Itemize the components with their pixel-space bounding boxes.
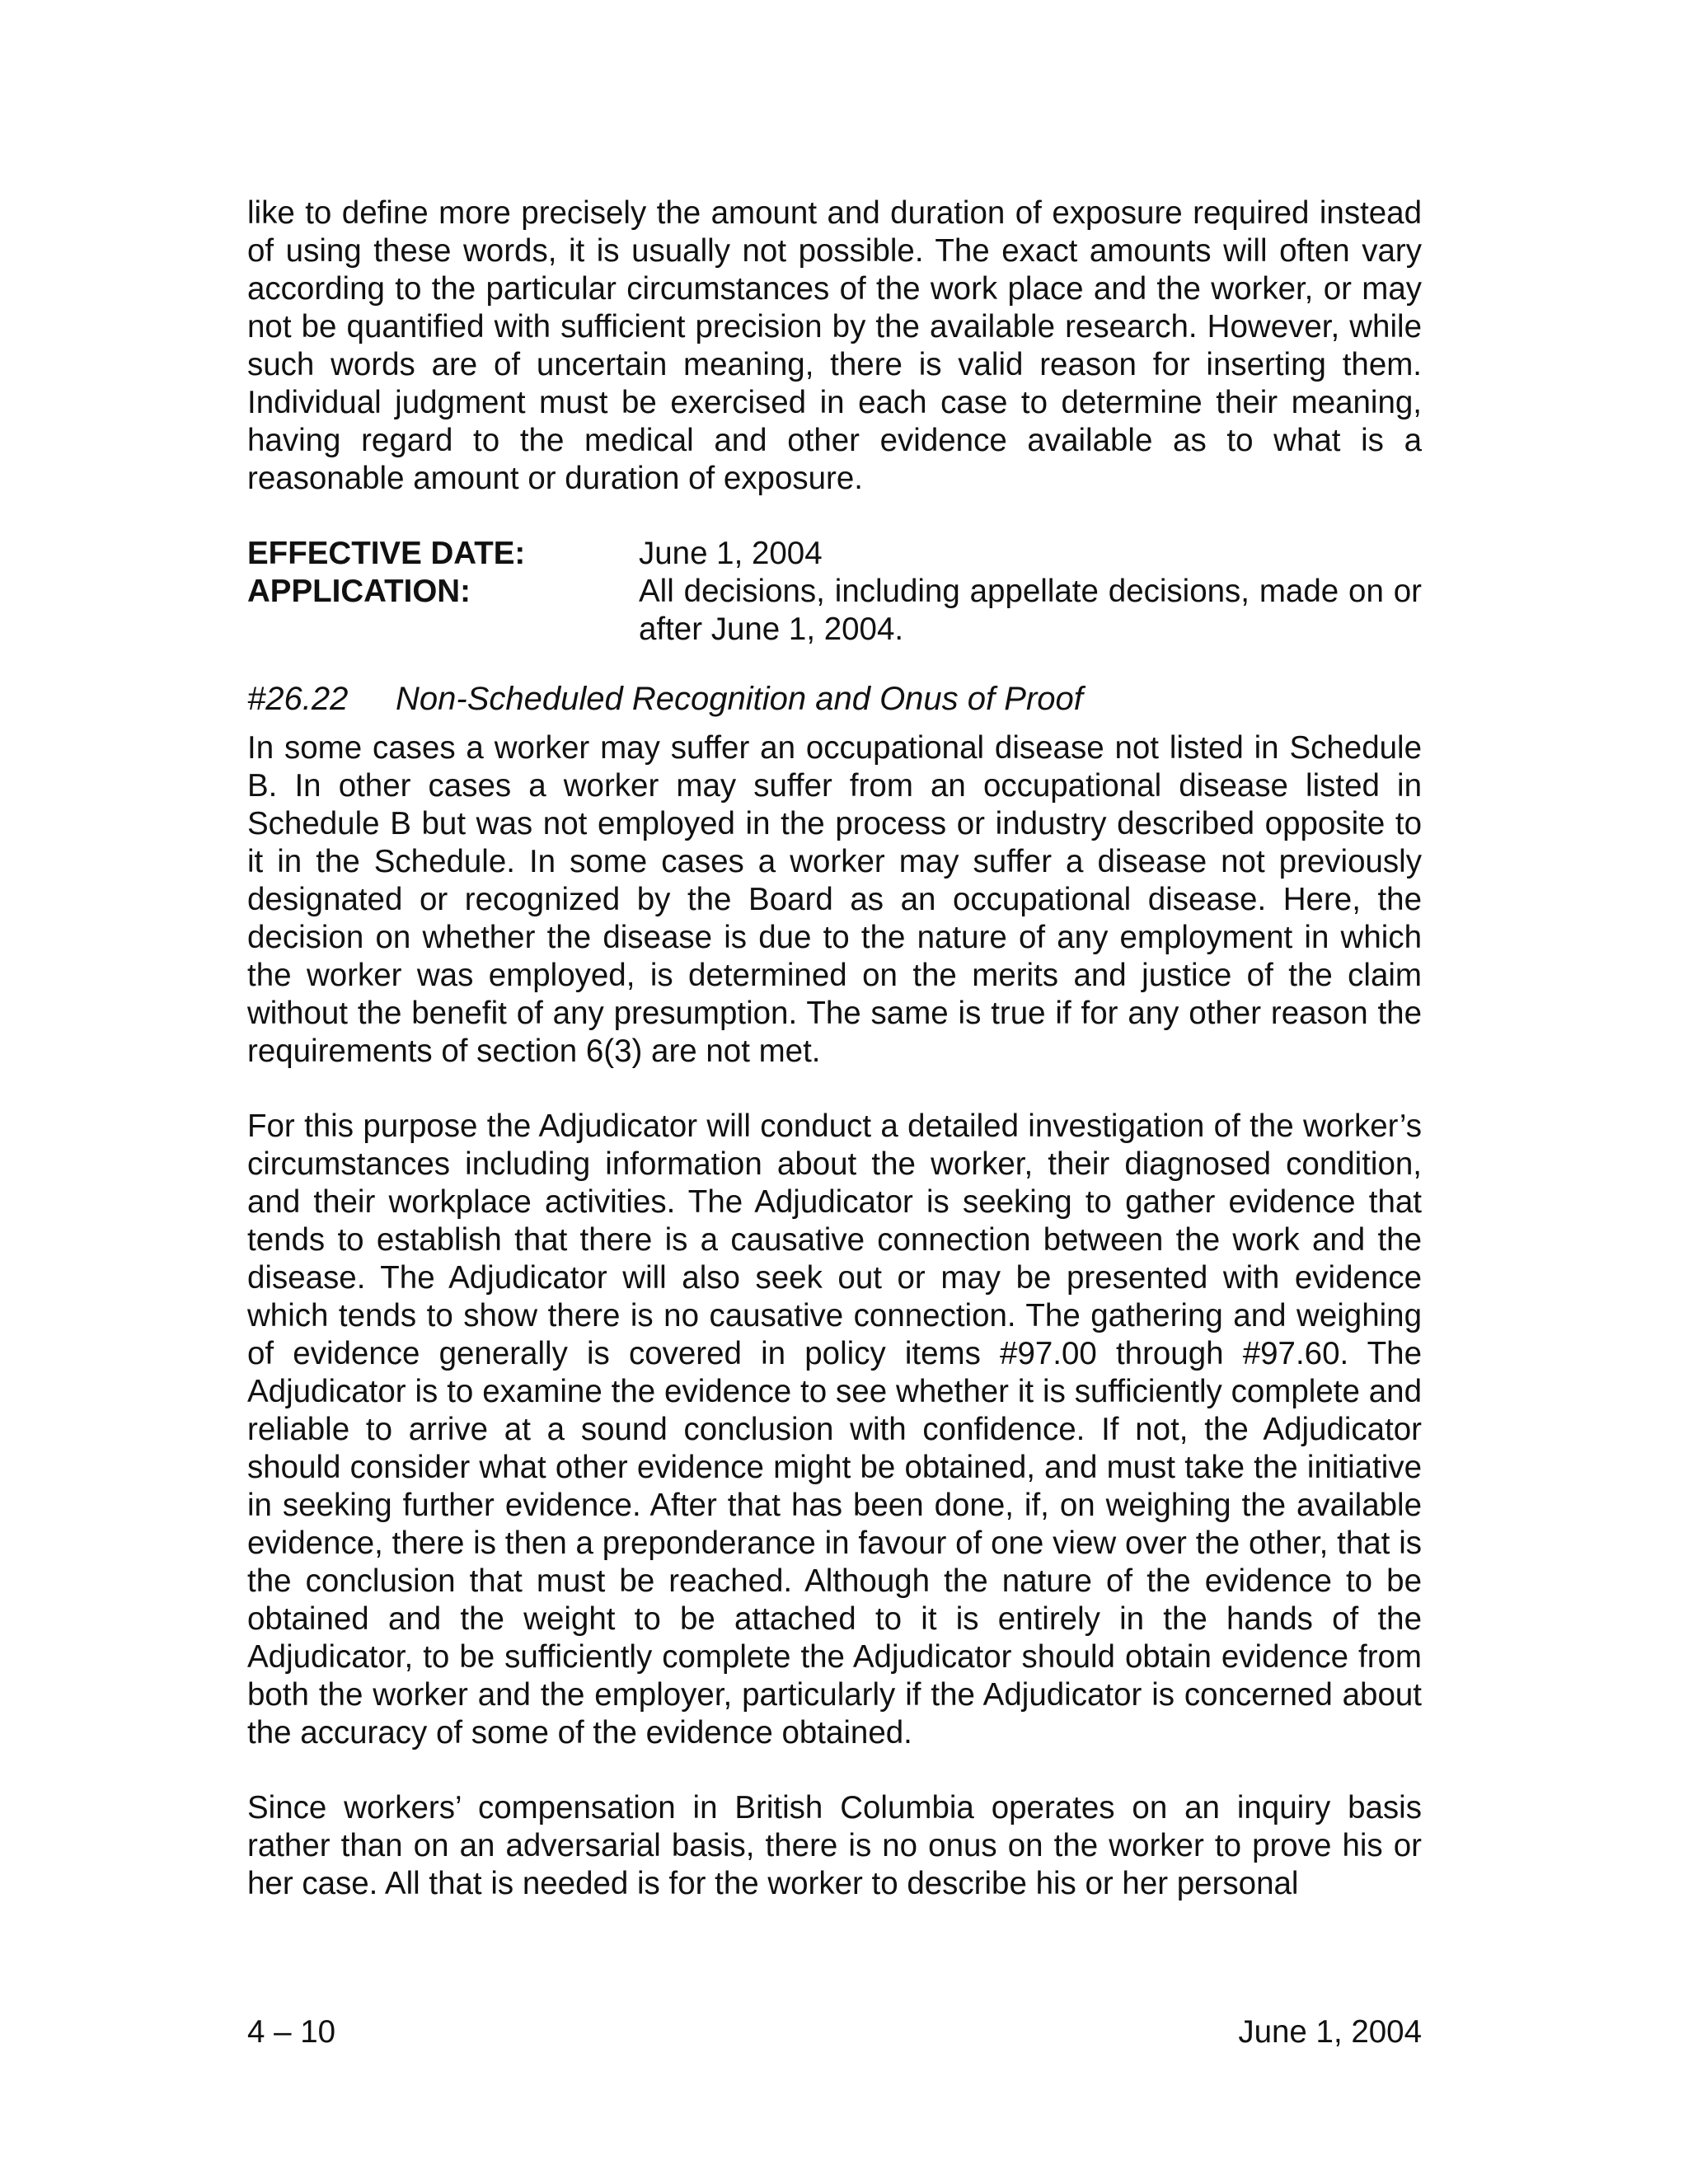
body-paragraph: For this purpose the Adjudicator will conduct a detailed investigation of the worker’s circumstances including information about the worker, their diagnosed condition, and their workplace activities. The Adjudicator is seeking to gather evidence that tends to establish that there is a causative connection between the work and the disease. The Adjudicator will also seek out or may be presented with evidence which tends to show there is no causative connection. The gathering and weighing of evidence generally is covered in policy items #97.00 through #97.60. The Adjudicator is to examine the evidence to see whether it is sufficiently complete and reliable to arrive at a sound conclusion with confidence. If not, the Adjudicator should consider what other evidence might be obtained, and must take the initiative in seeking further evidence. After that has been done, if, on weighing the available evidence, there is then a preponderance in favour of one view over the other, that is the conclusion that must be reached. Although the nature of the evidence to be obtained and the weight to be attached to it is entirely in the hands of the Adjudicator, to be sufficiently complete the Adjudicator should obtain evidence from both the worker and the employer, particularly if the Adjudicator is concerned about the accuracy of some of the evidence obtained.: [247, 1108, 1422, 1750]
footer-date: June 1, 2004: [1238, 2014, 1422, 2050]
section-title: Non-Scheduled Recognition and Onus of Proof: [396, 681, 1083, 717]
intro-paragraph: like to define more precisely the amount and duration of exposure required instead of using these words, it is usually not possible. The exact amounts will often vary according to the particular circumstances of the work place and the worker, or may not be quantified with sufficient precision by the available research. However, while such words are of uncertain meaning, there is valid reason for inserting them. Individual judgment must be exercised in each case to determine their meaning, having regard to the medical and other evidence available as to what is a reasonable amount or duration of exposure.: [247, 195, 1422, 496]
application-value: All decisions, including appellate decisions, made on or after June 1, 2004.: [639, 574, 1422, 647]
effective-date-block: [247, 535, 1422, 649]
effective-date-value: June 1, 2004: [639, 536, 823, 571]
effective-date-label: EFFECTIVE DATE:: [247, 536, 526, 571]
page-number: 4 – 10: [247, 2014, 336, 2050]
body-paragraph: Since workers’ compensation in British Columbia operates on an inquiry basis rather than on an adversarial basis, there is no onus on the worker to prove his or her case. All that is needed is for the worker to describe his or her personal: [247, 1790, 1422, 1901]
section-heading: [247, 678, 1422, 719]
body-paragraph: In some cases a worker may suffer an occupational disease not listed in Schedule B. In other cases a worker may suffer from an occupational disease listed in Schedule B but was not employed in the process or industry described opposite to it in the Schedule. In some cases a worker may suffer a disease not previously designated or recognized by the Board as an occupational disease. Here, the decision on whether the disease is due to the nature of any employment in which the worker was employed, is determined on the merits and justice of the claim without the benefit of any presumption. The same is true if for any other reason the requirements of section 6(3) are not met.: [247, 730, 1422, 1069]
section-number: #26.22: [247, 681, 349, 717]
page-footer: [247, 2013, 1422, 2051]
document-page: [247, 194, 1422, 1940]
application-label: APPLICATION:: [247, 574, 471, 609]
